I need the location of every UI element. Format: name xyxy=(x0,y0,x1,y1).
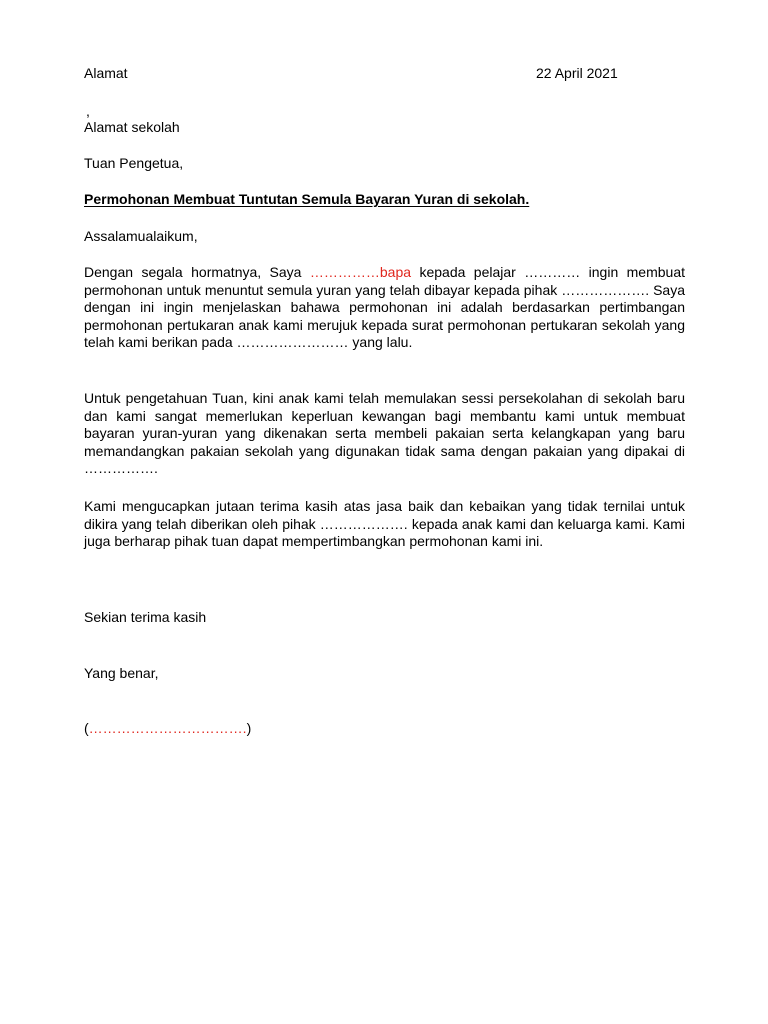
letter-date: 22 April 2021 xyxy=(536,65,618,81)
signature-line xyxy=(84,720,251,737)
greeting: Assalamualaikum, xyxy=(84,228,198,244)
signature-close-paren: ) xyxy=(246,720,252,736)
paragraph-intro-part1: Dengan segala hormatnya, Saya xyxy=(84,264,310,280)
salutation: Tuan Pengetua, xyxy=(84,155,184,171)
signoff-line: Yang benar, xyxy=(84,665,159,681)
paragraph-thanks: Kami mengucapkan jutaan terima kasih atas jasa baik dan kebaikan yang tidak ternilai untuk dikira yang telah diberikan oleh pihak ………………. kepada anak kami dan keluarga kami. Kami juga berharap pihak tuan dapat mempertimbangkan permohonan kami ini. xyxy=(84,498,685,550)
paragraph-intro xyxy=(84,264,685,352)
closing-line: Sekian terima kasih xyxy=(84,609,207,625)
signature-dots: ……………………………. xyxy=(88,720,247,736)
signature-open-paren: ( xyxy=(84,720,89,736)
sender-address-label: Alamat xyxy=(84,65,128,81)
placeholder-dots-name: …………… xyxy=(309,264,380,280)
letter-subject: Permohonan Membuat Tuntutan Semula Bayaran Yuran di sekolah. xyxy=(84,191,530,207)
paragraph-intro-part2: kepada pelajar ………… ingin membuat permohonan untuk menuntut semula yuran yang telah dibayar kepada pihak ………………. Saya dengan ini ingin menjelaskan bahawa permohonan ini adalah berdasarkan pertimbangan permohonan pertukaran anak kami merujuk kepada surat permohonan pertukaran sekolah yang telah kami berikan pada …………………… yang lalu. xyxy=(84,264,685,351)
paragraph-information: Untuk pengetahuan Tuan, kini anak kami telah memulakan sessi persekolahan di sekolah baru dan kami sangat memerlukan keperluan kewangan bagi membantu kami untuk membuat bayaran yuran-yuran yang dikenakan serta membeli pakaian serta kelangkapan yang baru memandangkan pakaian sekolah yang digunakan tidak sama dengan pakaian yang dipakai di ……………. xyxy=(84,390,685,477)
address-comma: , xyxy=(86,103,90,119)
school-address: Alamat sekolah xyxy=(84,119,180,135)
highlight-bapa: bapa xyxy=(379,264,412,280)
